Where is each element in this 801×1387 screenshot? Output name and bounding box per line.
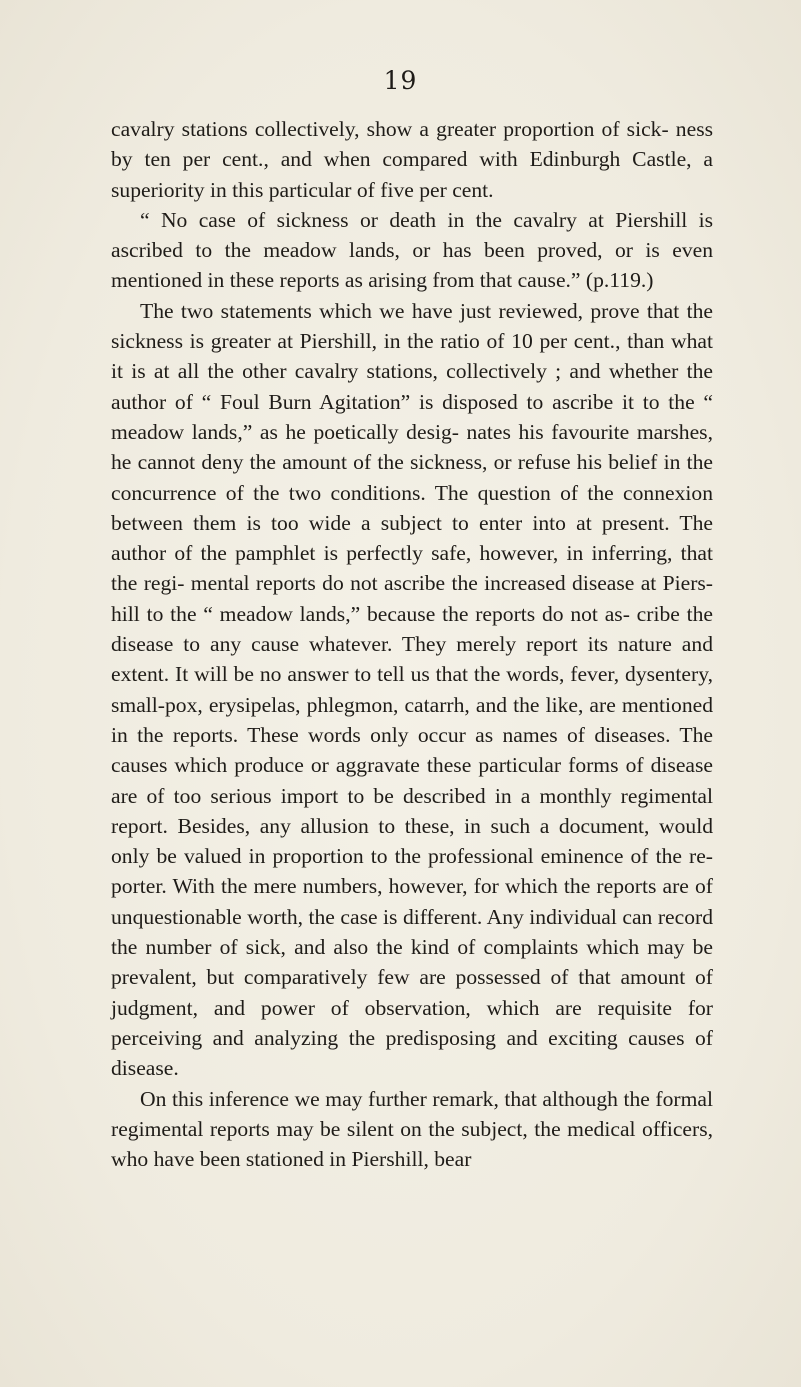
paragraph: On this inference we may further remark, that although the formal regimental reports may be silent on the subject, the medical officers, who have been stationed in Piershill, bear — [111, 1086, 713, 1172]
paragraph: The two statements which we have just reviewed, prove that the sickness is greater at Piershill, in the ratio of 10 per cent., than what it is at all the other cavalry stations, collectively ; and whether the author of “ Foul Burn Agitation” is disposed to ascribe it to the “ meadow lands,” as he poetically desig- nates his favourite marshes, he cannot deny the amount of the sickness, or refuse his belief in the concurrence of the two conditions. The question of the connexion between them is too wide a subject to enter into at present. The author of the pamphlet is perfectly safe, however, in inferring, that the regi- mental reports do not ascribe the increased disease at Piers- hill to the “ meadow lands,” because the reports do not as- cribe the disease to any cause whatever. They merely report its nature and extent. It will be no answer to tell us that the words, fever, dysentery, small-pox, erysipelas, phlegmon, catarrh, and the like, are mentioned in the reports. These words only occur as names of diseases. The causes which produce or aggravate these particular forms of disease are of too serious import to be described in a monthly regimental report. Besides, any allusion to these, in such a document, would only be valued in proportion to the professional eminence of the re- porter. With the mere numbers, however, for which the reports are of unquestionable worth, the case is different. Any individual can record the number of sick, and also the kind of complaints which may be prevalent, but comparatively few are possessed of that amount of judgment, and power of observation, which are requisite for perceiving and analyzing the predisposing and exciting causes of disease. — [111, 298, 713, 1081]
body-text — [111, 114, 713, 1174]
paragraph: cavalry stations collectively, show a greater proportion of sick- ness by ten per cent., and when compared with Edinburgh Castle, a superiority in this particular of five per cent. — [111, 117, 713, 202]
paragraph: “ No case of sickness or death in the cavalry at Piershill is ascribed to the meadow lands, or has been proved, or is even mentioned in these reports as arising from that cause.” (p.119.) — [111, 207, 713, 293]
page-number: 19 — [383, 66, 418, 95]
